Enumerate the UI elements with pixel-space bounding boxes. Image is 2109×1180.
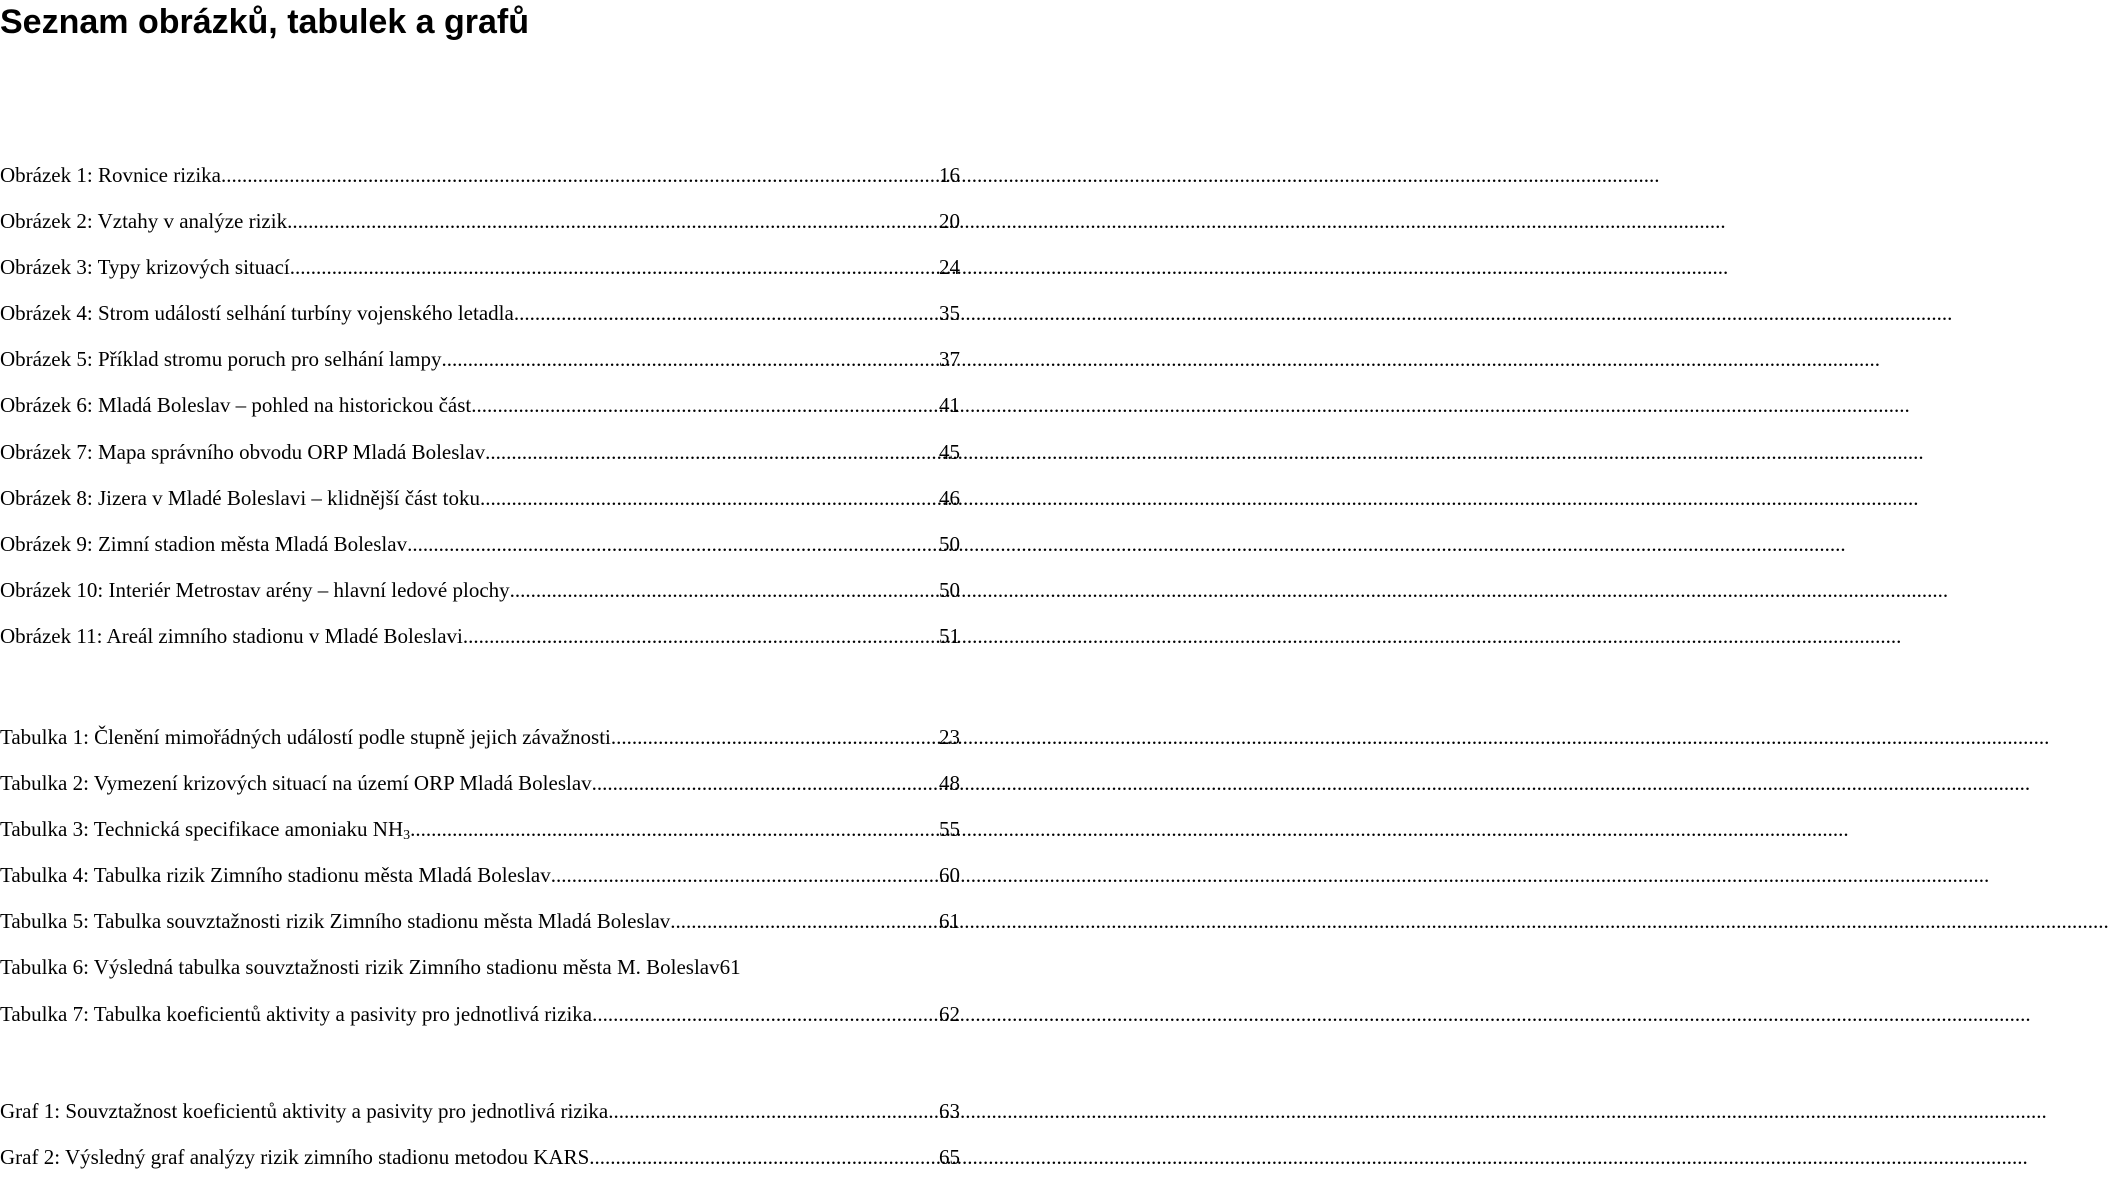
entry-page-number: 61 [719,955,741,980]
entry-text [0,852,551,898]
entry-caption: Strom událostí selhání turbíny vojenského letadla [97,301,514,326]
entry-label: Graf 1: [0,1099,61,1123]
entry-label: Obrázek 11: [0,623,103,648]
dot-leader [670,898,939,944]
entry-caption: Výsledný graf analýzy rizik zimního stadionu metodou KARS [64,1145,590,1170]
dot-leader [510,567,939,613]
entry-text [0,1134,589,1180]
toc-entry[interactable] [0,198,960,244]
entry-page-number: 37 [939,347,960,372]
dot-leader [407,521,939,567]
entry-caption: Vymezení krizových situací na území ORP Mladá Boleslav [93,771,592,796]
entry-page-number: 45 [939,439,960,464]
entry-label: Obrázek 7: [0,439,93,464]
toc-entry[interactable] [0,429,960,475]
entry-page-number: 50 [939,531,960,556]
entry-label: Tabulka 2: [0,771,89,796]
toc-entry[interactable] [0,475,960,521]
entry-label: Obrázek 8: [0,485,93,510]
entry-page-number: 41 [939,393,960,418]
entry-caption: Vztahy v analýze rizik [97,209,288,234]
entry-label: Obrázek 6: [0,393,93,418]
dot-leader [551,852,939,898]
list-of-tables [0,714,960,1037]
dot-leader [471,382,939,428]
entry-page-number: 63 [939,1099,960,1123]
entry-caption: Interiér Metrostav arény – hlavní ledové plochy [108,577,510,602]
toc-entry[interactable] [0,290,960,336]
list-of-figures [0,152,960,659]
page-title: Seznam obrázků, tabulek a grafů [0,3,530,41]
dot-leader [608,1088,939,1134]
toc-entry[interactable] [0,244,960,290]
entry-caption: Souvztažnost koeficientů aktivity a pasivity pro jednotlivá rizika [65,1099,609,1123]
dot-leader [485,429,939,475]
toc-entry[interactable] [0,852,960,898]
entry-label: Obrázek 5: [0,347,93,372]
dot-leader [589,1134,939,1180]
toc-entry[interactable] [0,613,960,659]
entry-label: Obrázek 1: [0,163,93,187]
toc-entry[interactable] [0,760,960,806]
entry-page-number: 50 [939,577,960,602]
entry-caption: Tabulka koeficientů aktivity a pasivity pro jednotlivá rizika [93,1001,593,1026]
toc-entry[interactable] [0,898,960,944]
entry-text [0,336,442,382]
entry-text [0,244,290,290]
entry-text [0,1088,608,1134]
entry-text [0,806,410,852]
toc-entry[interactable] [0,152,960,198]
toc-entry[interactable] [0,1088,960,1134]
toc-entry[interactable] [0,567,960,613]
dot-leader [592,991,939,1037]
entry-text [0,382,471,428]
entry-label: Tabulka 4: [0,863,89,888]
entry-label: Obrázek 10: [0,577,104,602]
entry-text [0,290,514,336]
entry-page-number: 65 [939,1145,960,1170]
entry-text [0,152,221,198]
entry-caption: Tabulka rizik Zimního stadionu města Mladá Boleslav [93,863,551,888]
entry-label: Obrázek 4: [0,301,93,326]
entry-caption: Zimní stadion města Mladá Boleslav [97,531,408,556]
entry-page-number: 51 [939,623,960,648]
entry-label: Tabulka 1: [0,725,89,749]
entry-text [0,521,407,567]
entry-text [0,991,592,1037]
entry-text [0,429,485,475]
toc-entry[interactable] [0,521,960,567]
entry-text [0,198,287,244]
entry-label: Tabulka 3: [0,817,89,842]
entry-text [0,760,592,806]
entry-text [0,475,480,521]
entry-caption: Příklad stromu poruch pro selhání lampy [97,347,442,372]
caption-subscript: 3 [403,828,411,844]
entry-caption: Tabulka souvztažnosti rizik Zimního stadionu města Mladá Boleslav [93,909,671,934]
toc-entry[interactable] [0,336,960,382]
toc-entry[interactable] [0,1134,960,1180]
entry-text [0,944,720,990]
dot-leader [290,244,939,290]
entry-caption: Areál zimního stadionu v Mladé Boleslavi [106,623,463,648]
entry-label: Obrázek 2: [0,209,93,234]
entry-label: Tabulka 6: [0,955,89,980]
entry-caption: Jizera v Mladé Boleslavi – klidnější část toku [97,485,480,510]
entry-caption: Typy krizových situací [97,255,290,280]
entry-text [0,567,510,613]
entry-page-number: 35 [939,301,960,326]
entry-text [0,613,463,659]
entry-page-number: 23 [939,725,960,749]
entry-page-number: 62 [939,1001,960,1026]
toc-entry[interactable] [0,944,960,990]
entry-caption: Mapa správního obvodu ORP Mladá Boleslav [97,439,486,464]
list-of-graphs [0,1088,960,1180]
entry-page-number: 16 [939,163,960,187]
dot-leader [287,198,939,244]
entry-caption: Rovnice rizika [97,163,222,187]
entry-text [0,714,611,760]
entry-page-number: 60 [939,863,960,888]
entry-label: Graf 2: [0,1145,61,1170]
entry-label: Tabulka 5: [0,909,89,934]
entry-caption: Mladá Boleslav – pohled na historickou část [97,393,472,418]
entry-page-number: 46 [939,485,960,510]
entry-label: Tabulka 7: [0,1001,89,1026]
toc-entry[interactable] [0,806,960,852]
entry-caption: Výsledná tabulka souvztažnosti rizik Zimního stadionu města M. Boleslav [93,955,720,980]
dot-leader [611,714,939,760]
entry-caption: Technická specifikace amoniaku NH [93,817,404,842]
entry-label: Obrázek 9: [0,531,93,556]
entry-page-number: 20 [939,209,960,234]
entry-caption: Členění mimořádných událostí podle stupně jejich závažnosti [94,725,611,749]
dot-leader [221,152,939,198]
entry-page-number: 48 [939,771,960,796]
toc-entry[interactable] [0,714,960,760]
dot-leader [410,806,939,852]
dot-leader [592,760,939,806]
dot-leader [463,613,939,659]
entry-text [0,898,670,944]
dot-leader [480,475,939,521]
entry-label: Obrázek 3: [0,255,93,280]
dot-leader [514,290,939,336]
toc-entry[interactable] [0,382,960,428]
entry-page-number: 24 [939,255,960,280]
entry-page-number: 61 [939,909,960,934]
toc-entry[interactable] [0,991,960,1037]
entry-page-number: 55 [939,817,960,842]
dot-leader [442,336,940,382]
